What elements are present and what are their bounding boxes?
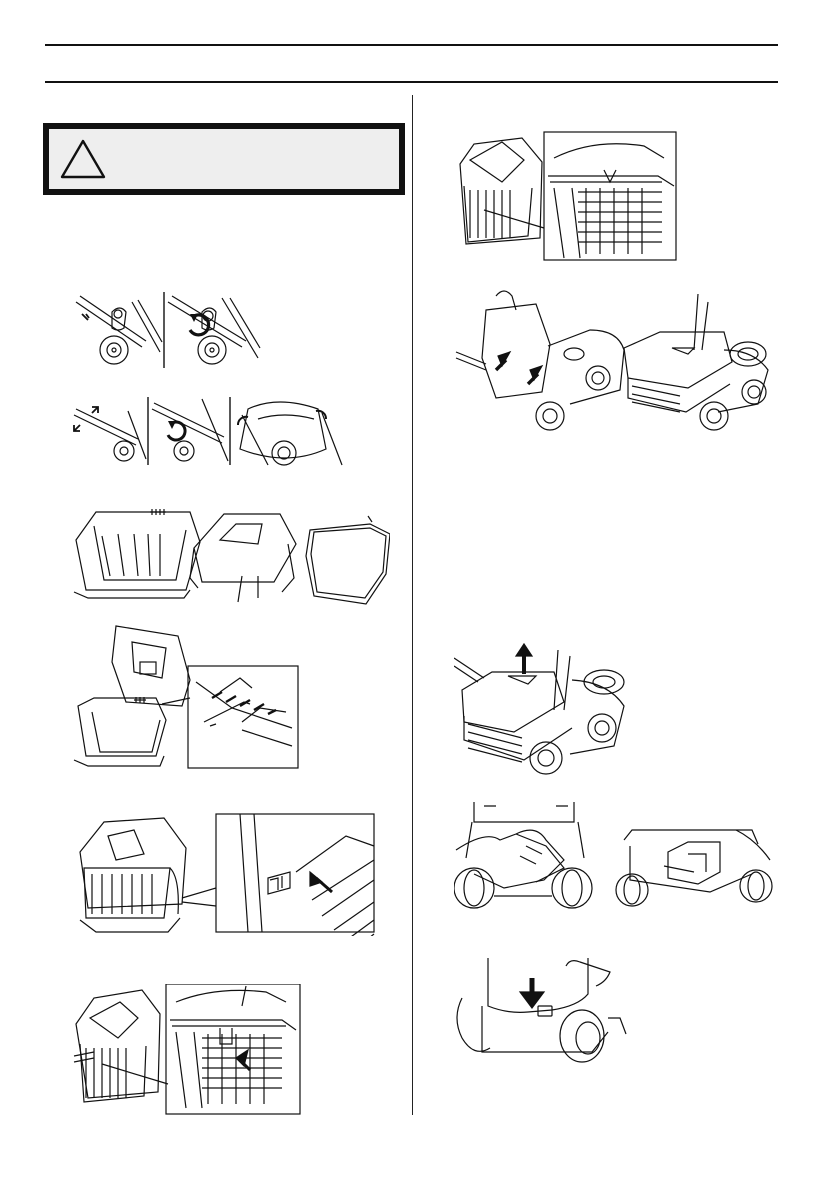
column-divider [412,95,413,1115]
figure-handle-fold-knobs [72,292,262,372]
figure-mulch-plug-insert [454,800,776,916]
header-top-rule [45,44,778,46]
figure-grass-bag-parts [72,500,390,606]
figure-bag-attach-to-mower [452,288,780,436]
warning-triangle-icon [59,138,107,180]
figure-handle-adjust-steps [72,395,358,467]
warning-box [43,123,405,195]
figure-grass-bag-frame-clip-detail [72,984,304,1116]
header-bottom-rule [45,81,778,83]
figure-grass-bag-assembled-detail [72,812,376,936]
figure-height-lever-press [454,958,638,1070]
figure-bag-lift-off [454,642,638,776]
figure-grass-bag-mount-detail [454,130,680,262]
figure-grass-bag-top-clip [72,622,304,770]
